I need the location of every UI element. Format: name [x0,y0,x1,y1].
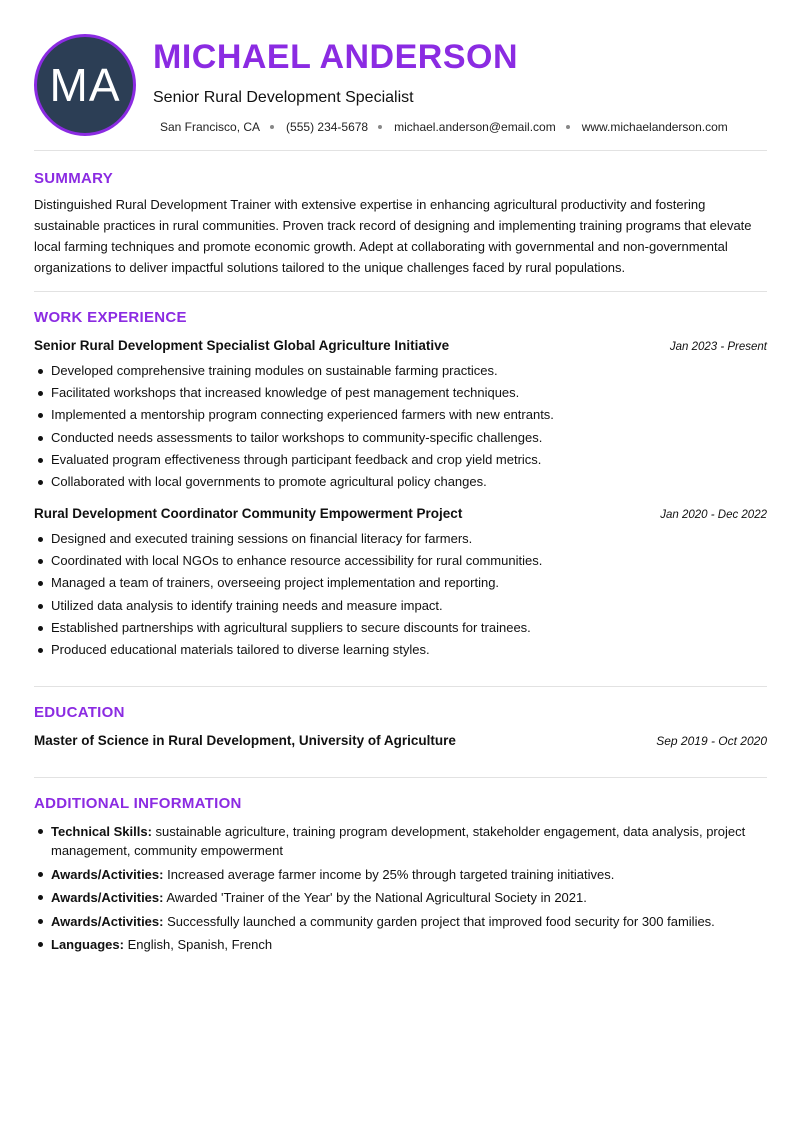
divider [34,686,767,687]
list-item: Coordinated with local NGOs to enhance resource accessibility for rural communities. [34,550,767,572]
summary-heading: SUMMARY [34,170,114,187]
list-item: Designed and executed training sessions on financial literacy for farmers. [34,528,767,550]
item-label: Awards/Activities: [51,913,164,929]
divider [34,291,767,292]
item-text: sustainable agriculture, training program development, stakeholder engagement, data analysis, project management, community empowerment [51,824,746,858]
list-item: Established partnerships with agricultural suppliers to secure discounts for trainees. [34,617,767,639]
list-item: Implemented a mentorship program connecting experienced farmers with new entrants. [34,404,767,426]
contact-email[interactable]: michael.anderson@email.com [394,120,556,134]
item-label: Awards/Activities: [51,890,164,905]
item-label: Technical Skills: [51,824,152,839]
education-heading: EDUCATION [34,704,125,721]
separator-dot [270,125,274,129]
list-item: Evaluated program effectiveness through participant feedback and crop yield metrics. [34,449,767,471]
list-item: Conducted needs assessments to tailor workshops to community-specific challenges. [34,427,767,449]
job-title: Rural Development Coordinator Community Empowerment Project [34,506,463,521]
item-label: Awards/Activities: [51,866,164,882]
separator-dot [566,125,570,129]
list-item: Facilitated workshops that increased knowledge of pest management techniques. [34,382,767,404]
contact-website[interactable]: www.michaelanderson.com [581,120,728,134]
item-text: Increased average farmer income by 25% through targeted training initiatives. [163,866,615,882]
list-item: Produced educational materials tailored to diverse learning styles. [34,639,767,661]
candidate-title: Senior Rural Development Specialist [153,89,414,106]
contact-location: San Francisco, CA [160,120,261,134]
divider [34,777,767,778]
education-date: Sep 2019 - Oct 2020 [656,734,767,748]
education-entry [34,733,767,748]
summary-text: Distinguished Rural Development Trainer with extensive expertise in enhancing agricultural productivity and fostering sustainable practices in rural communities. Proven track record of designing and implementing training programs that elevate local farming techniques and promote economic growth. Adept at collaborating with governmental and non-governmental organizations to deliver impactful solutions tailored to the unique challenges faced by rural populations. [34,197,752,275]
list-item: Collaborated with local governments to promote agricultural policy changes. [34,471,767,493]
additional-heading: ADDITIONAL INFORMATION [34,795,242,812]
degree: Master of Science in Rural Development, University of Agriculture [34,733,456,748]
candidate-name: MICHAEL ANDERSON [153,38,519,76]
job-date: Jan 2023 - Present [669,341,767,353]
divider [34,150,767,151]
job-header [34,338,767,353]
job-header [34,506,767,521]
item-text: Awarded 'Trainer of the Year' by the National Agricultural Society in 2021. [163,890,587,905]
list-item: Utilized data analysis to identify training needs and measure impact. [34,595,767,617]
job-bullets [34,528,767,661]
job-date: Jan 2020 - Dec 2022 [660,509,767,521]
list-item: Managed a team of trainers, overseeing project implementation and reporting. [34,572,767,594]
list-item [34,865,767,884]
job-title: Senior Rural Development Specialist Global Agriculture Initiative [34,338,450,353]
list-item [34,822,767,860]
avatar [34,34,136,136]
list-item: Developed comprehensive training modules on sustainable farming practices. [34,360,767,382]
separator-dot [378,125,382,129]
item-label: Languages: [51,937,124,952]
contact-bar [160,120,728,134]
contact-phone: (555) 234-5678 [286,120,369,134]
item-text: Successfully launched a community garden project that improved food security for 300 families. [163,913,715,929]
experience-heading: WORK EXPERIENCE [34,309,187,326]
item-text: English, Spanish, French [123,937,273,952]
job-bullets [34,360,767,493]
list-item [34,888,767,907]
list-item [34,912,767,931]
list-item [34,935,767,954]
avatar-initials: MA [49,59,121,111]
additional-list [34,822,767,959]
